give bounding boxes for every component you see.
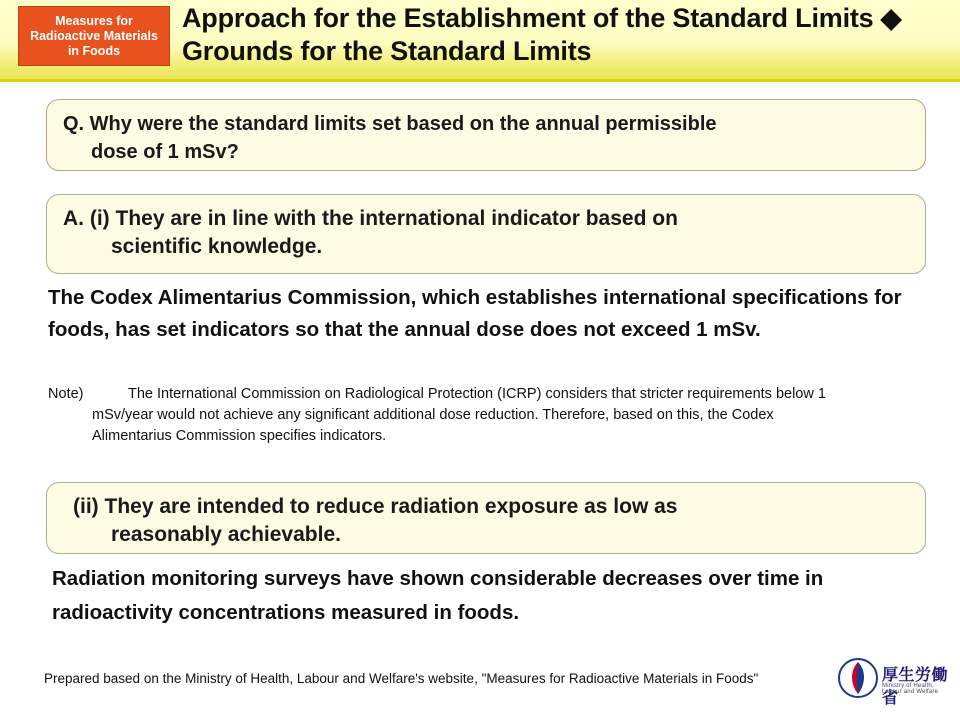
mhlw-logo-icon (838, 658, 878, 698)
answer-two-line1: (ii) They are intended to reduce radiation exposure as low as (73, 495, 678, 518)
answer-two-body: Radiation monitoring surveys have shown considerable decreases over time in radioactivity concentrations measured in foods. (52, 567, 824, 624)
question-line1: Q. Why were the standard limits set based on the annual permissible (63, 113, 717, 135)
question-box (46, 99, 926, 171)
note-body (48, 386, 932, 447)
mhlw-logo-subtext: Ministry of Health, Labour and Welfare (882, 683, 939, 695)
slide-content (0, 82, 960, 720)
answer-one-line2: scientific knowledge. (111, 235, 323, 258)
answer-one-body: The Codex Alimentarius Commission, which establishes international specifications for foods, has set indicators so that the annual dose does not exceed 1 mSv. (48, 286, 902, 341)
answer-two-box (46, 482, 926, 554)
answer-two-line2: reasonably achievable. (111, 523, 341, 546)
note-line3: Alimentarius Commission specifies indicators. (92, 428, 387, 444)
answer-one-line1: A. (i) They are in line with the international indicator based on (63, 207, 678, 230)
note-label: Note) (48, 386, 84, 402)
answer-one-note (48, 384, 932, 447)
page-title-line1: Approach for the Establishment of the Standard (182, 3, 788, 33)
page-title (182, 2, 952, 68)
slide-header (0, 0, 960, 82)
page-title-line2: Limits ◆ Grounds for the Standard Limits (182, 3, 902, 66)
question-line2: dose of 1 mSv? (91, 141, 239, 163)
answer-one-box (46, 194, 926, 274)
note-line2: mSv/year would not achieve any significant additional dose reduction. Therefore, based on this, the Codex (92, 407, 774, 423)
header-category-tag: Measures for Radioactive Materials in Foods (18, 6, 170, 66)
note-line1: The International Commission on Radiological Protection (ICRP) considers that stricter requirements below 1 (128, 386, 826, 402)
source-note: Prepared based on the Ministry of Health, Labour and Welfare's website, "Measures for Radioactive Materials in Foods" (44, 671, 759, 686)
mhlw-logo-text: 厚生労働省 (882, 667, 949, 707)
mhlw-logo (838, 654, 954, 707)
